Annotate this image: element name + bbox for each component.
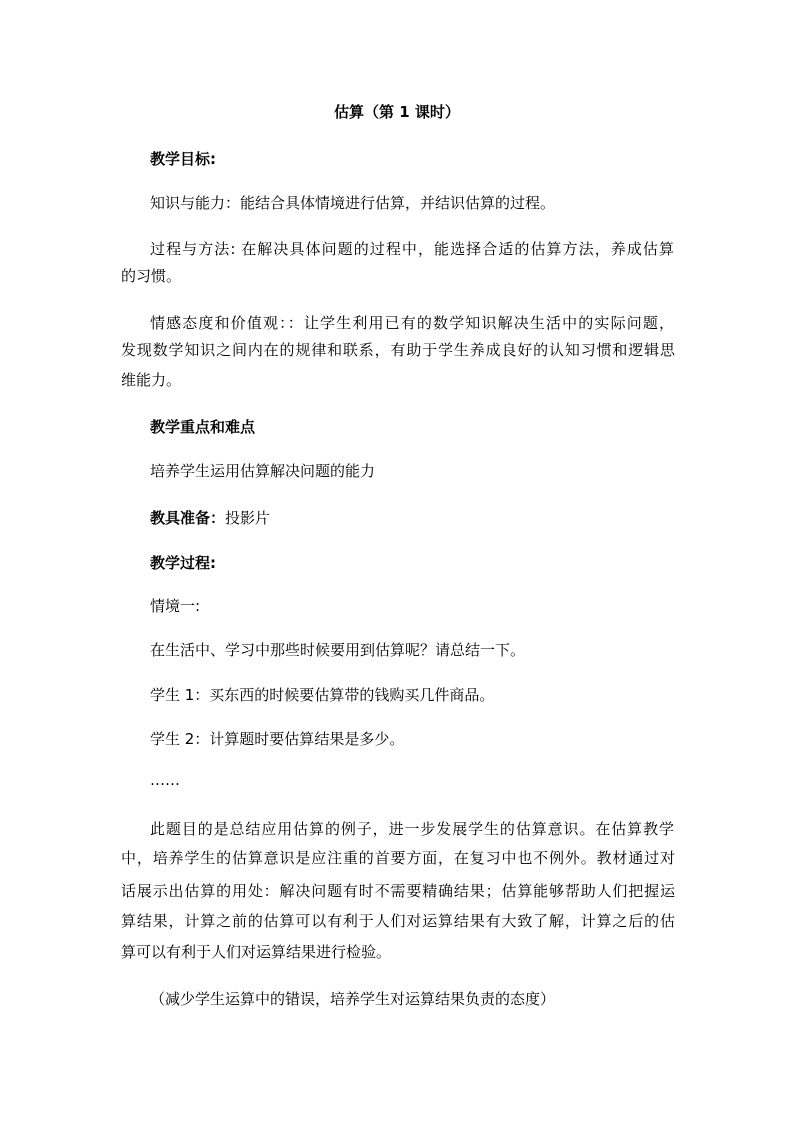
materials-label: 教具准备： <box>150 509 226 527</box>
closing-note: （减少学生运算中的错误，培养学生对运算结果负责的态度） <box>150 990 556 1008</box>
objective-attitude-line-3: 维能力。 <box>121 371 182 389</box>
process-heading: 教学过程: <box>150 554 216 572</box>
materials-value: 投影片 <box>225 509 271 527</box>
explanation-line-1: 此题目的是总结应用估算的例子，进一步发展学生的估算意识。在估算教学 <box>150 820 674 838</box>
explanation-line-4: 算结果，计算之前的估算可以有利于人们对运算结果有大致了解，计算之后的估 <box>121 912 675 930</box>
objective-process-line-1: 过程与方法: 在解决具体问题的过程中，能选择合适的估算方法，养成估算 <box>150 240 674 258</box>
scenario-question: 在生活中、学习中那些时候要用到估算呢？请总结一下。 <box>150 641 526 659</box>
objective-process-line-2: 的习惯。 <box>121 267 182 285</box>
keypoints-text: 培养学生运用估算解决问题的能力 <box>150 462 376 480</box>
objective-attitude-line-1: 情感态度和价值观：：让学生利用已有的数学知识解决生活中的实际问题， <box>150 314 674 332</box>
explanation-line-5: 算可以有利于人们对运算结果进行检验。 <box>121 943 392 961</box>
objective-attitude-line-2: 发现数学知识之间内在的规律和联系，有助于学生养成良好的认知习惯和逻辑思 <box>121 341 675 359</box>
student-1-answer: 学生 1：买东西的时候要估算带的钱购买几件商品。 <box>150 686 495 704</box>
explanation-line-2: 中，培养学生的估算意识是应注重的首要方面，在复习中也不例外。教材通过对 <box>121 849 675 867</box>
objective-knowledge: 知识与能力：能结合具体情境进行估算，并结识估算的过程。 <box>150 194 556 212</box>
student-2-answer: 学生 2：计算题时要估算结果是多少。 <box>150 730 405 748</box>
explanation-line-3: 话展示出估算的用处：解决问题有时不需要精确结果；估算能够帮助人们把握运 <box>121 882 675 900</box>
document-title: 估算（第 1 课时） <box>334 103 460 121</box>
objectives-heading: 教学目标: <box>150 150 216 168</box>
keypoints-heading: 教学重点和难点 <box>150 418 256 436</box>
scenario-label: 情境一: <box>150 597 201 615</box>
ellipsis: …… <box>150 771 180 789</box>
materials-line <box>150 508 270 528</box>
